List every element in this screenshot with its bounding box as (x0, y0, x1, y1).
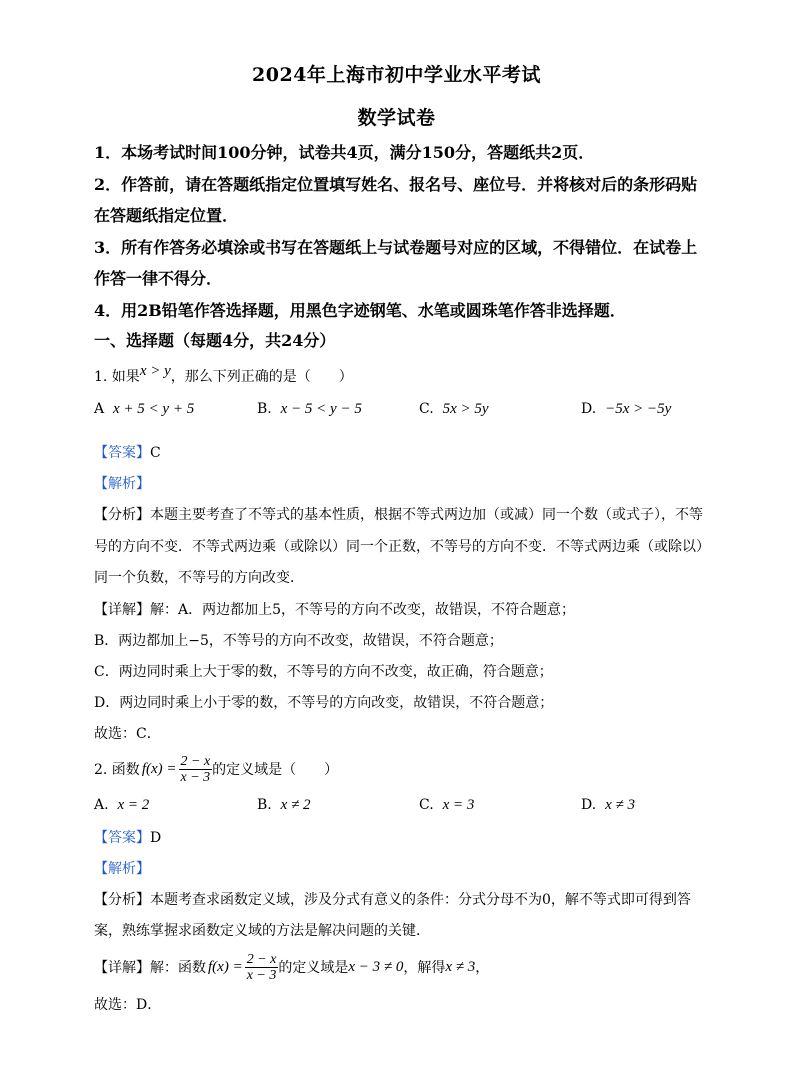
q2-conclusion: 故选：D． (94, 997, 162, 1013)
q2-option-b (257, 797, 311, 814)
q2-option-a (94, 797, 149, 814)
notice-line-5: 作答一律不得分． (94, 269, 223, 288)
q2-option-letter: C. (419, 797, 434, 813)
q1-answer (94, 442, 161, 462)
q2-stem-suffix: 的定义域是（ ） (212, 762, 339, 778)
q1-detail-line-3: C．两边同时乘上大于零的数，不等号的方向不改变，故正确，符合题意； (94, 664, 553, 680)
q2-frac-numerator: 2 − x (180, 753, 211, 769)
answer-tag: 【答案】 (94, 445, 150, 461)
q2-fraction (179, 754, 213, 785)
q1-option-letter: D. (581, 401, 597, 417)
q1-option-b (257, 401, 362, 418)
notice-line-1: 1．本场考试时间100分钟，试卷共4页，满分150分，答题纸共2页． (94, 143, 595, 162)
q1-option-letter: A (94, 401, 105, 417)
q2-frac-denominator: x − 3 (180, 769, 211, 785)
notice-line-6: 4．用2B铅笔作答选择题，用黑色字迹钢笔、水笔或圆珠笔作答非选择题． (94, 301, 626, 320)
q2-detail-func: f(x) = (208, 958, 243, 975)
q1-stem (94, 363, 353, 386)
q2-fenxi-line-1: 【分析】本题考查求函数定义域，涉及分式有意义的条件：分式分母不为0，解不等式即可得到答 (94, 892, 691, 908)
q1-answer-value: C (150, 445, 161, 461)
q2-stem (94, 750, 338, 788)
q1-detail-line-4: D．两边同时乘上小于零的数，不等号的方向改变，故错误，不符合题意； (94, 695, 554, 711)
q1-option-c (419, 401, 489, 418)
q2-option-letter: D. (581, 797, 597, 813)
q1-detail-line-2: B．两边都加上−5，不等号的方向不改变，故错误，不符合题意； (94, 633, 503, 649)
q1-option-expr: 5x > 5y (442, 401, 489, 417)
answer-tag: 【答案】 (94, 830, 150, 846)
q1-fenxi-line-3: 同一个负数，不等号的方向改变． (94, 570, 304, 586)
q1-stem-math: x > y (139, 363, 171, 379)
q2-detail-result: x ≠ 3 (445, 958, 476, 975)
q1-detail-line-5: 故选：C． (94, 726, 161, 742)
q2-detail-frac-numerator: 2 − x (246, 951, 277, 967)
q2-detail-frac-denominator: x − 3 (246, 967, 277, 983)
q2-detail-mid: 的定义域是 (278, 960, 349, 976)
q2-detail-fraction (245, 952, 279, 983)
notice-line-4: 3．所有作答务必填涂或书写在答题纸上与试卷题号对应的区域，不得错位．在试卷上 (94, 238, 698, 257)
q1-detail-line-1: 【详解】解：A．两边都加上5，不等号的方向不改变，故错误，不符合题意； (94, 602, 576, 618)
q2-answer-value: D (150, 830, 162, 846)
notice-line-3: 在答题纸指定位置． (94, 206, 239, 225)
q1-option-d (581, 401, 671, 418)
q2-option-letter: B. (257, 797, 272, 813)
q2-option-expr: x ≠ 3 (605, 797, 635, 813)
q2-option-expr: x ≠ 2 (280, 797, 311, 813)
q2-stem-prefix: 2. 函数 (94, 762, 140, 778)
q2-option-d (581, 797, 635, 814)
q2-option-c (419, 797, 474, 814)
q1-option-expr: −5x > −5y (605, 401, 672, 417)
q2-detail-end: ， (475, 960, 490, 976)
q1-option-a (94, 401, 194, 418)
q2-detail-cond: x − 3 ≠ 0 (348, 958, 404, 975)
q2-option-expr: x = 3 (442, 797, 475, 813)
exam-subtitle: 数学试卷 (357, 107, 436, 129)
q1-option-expr: x + 5 < y + 5 (113, 401, 195, 417)
q1-stem-suffix: ，那么下列正确的是（ ） (170, 369, 353, 385)
q2-analysis-tag: 【解析】 (94, 861, 150, 877)
q2-option-letter: A. (94, 797, 109, 813)
exam-title: 2024年上海市初中学业水平考试 (252, 64, 541, 86)
q2-detail (94, 948, 489, 986)
q2-fenxi-line-2: 案，熟练掌握求函数定义域的方法是解决问题的关键． (94, 923, 430, 939)
q2-answer (94, 827, 161, 847)
q1-analysis-tag: 【解析】 (94, 476, 150, 492)
q1-option-letter: B. (257, 401, 272, 417)
q1-option-expr: x − 5 < y − 5 (280, 401, 362, 417)
q1-fenxi-line-1: 【分析】本题主要考查了不等式的基本性质，根据不等式两边加（或减）同一个数（或式子），不等 (94, 507, 703, 523)
q1-stem-prefix: 1. 如果 (94, 369, 140, 385)
q2-detail-prefix: 【详解】解：函数 (94, 960, 206, 976)
q1-option-letter: C. (419, 401, 434, 417)
section-heading: 一、选择题（每题4分，共24分） (94, 331, 336, 350)
q2-detail-mid2: ，解得 (403, 960, 446, 976)
q1-fenxi-line-2: 号的方向不变．不等式两边乘（或除以）同一个正数，不等号的方向不变．不等式两边乘（或除以） (94, 539, 710, 555)
q2-func: f(x) = (141, 760, 177, 777)
q2-option-expr: x = 2 (117, 797, 150, 813)
notice-line-2: 2．作答前，请在答题纸指定位置填写姓名、报名号、座位号．并将核对后的条形码贴 (94, 175, 698, 194)
